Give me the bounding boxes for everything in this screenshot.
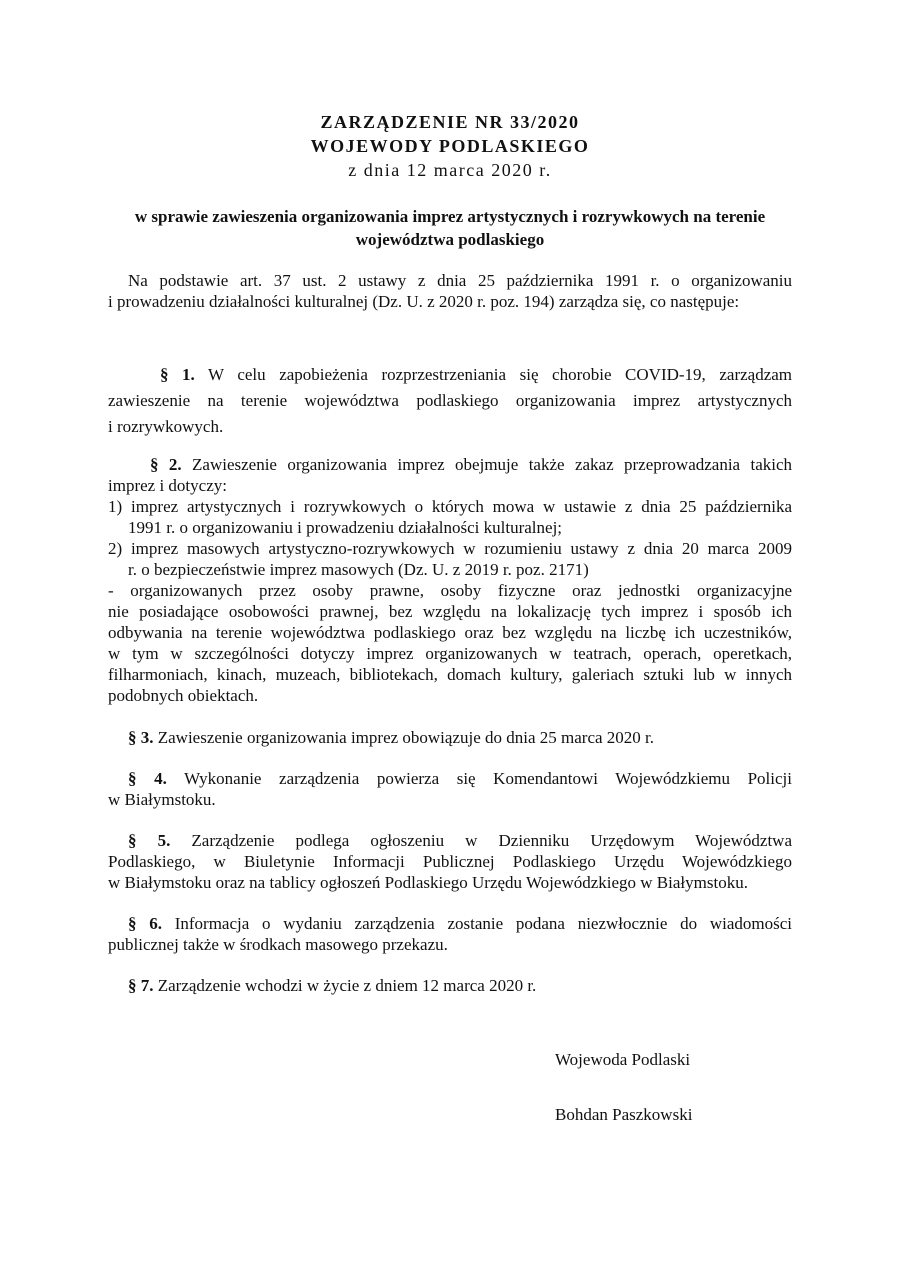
paragraph-line: zawieszenie na terenie województwa podlaskiego organizowania imprez artystycznych [108,391,792,410]
paragraph-6 [108,913,792,955]
paragraph-7 [108,975,792,996]
paragraph-text: Zarządzenie wchodzi w życie z dniem 12 marca 2020 r. [153,976,537,995]
paragraph-line: Podlaskiego, w Biuletynie Informacji Publicznej Podlaskiego Urzędu Wojewódzkiego [108,852,792,871]
list-item-1: 1) imprez artystycznych i rozrywkowych o których mowa w ustawie z dnia 25 października [108,497,792,516]
paragraph-5 [108,830,792,893]
signature-title: Wojewoda Podlaski [555,1050,691,1069]
subject-line: w sprawie zawieszenia organizowania imprez artystycznych i rozrywkowych na terenie [134,207,766,226]
issuer-title: WOJEWODY PODLASKIEGO [310,136,590,156]
paragraph-line: odbywania na terenie województwa podlaskiego oraz bez względu na liczbę ich uczestników, [108,623,792,642]
paragraph-line [108,454,792,475]
paragraph-text: Wykonanie zarządzenia powierza się Komendantowi Wojewódzkiemu Policji [166,769,792,788]
paragraph-1 [108,362,792,440]
preamble [108,270,792,312]
paragraph-line: w Białymstoku. [108,790,216,809]
signature-name: Bohdan Paszkowski [555,1105,693,1124]
paragraph-line [108,768,792,789]
paragraph-line: nie posiadające osobowości prawnej, bez względu na lokalizację tych imprez i sposób ich [108,602,792,621]
paragraph-mark: § 2. [150,455,182,474]
paragraph-line: publicznej także w środkach masowego przekazu. [108,935,448,954]
preamble-line: Na podstawie art. 37 ust. 2 ustawy z dnia 25 października 1991 r. o organizowaniu [128,271,792,290]
document-title: ZARZĄDZENIE NR 33/2020 [320,112,580,132]
paragraph-line [108,362,792,388]
paragraph-line [108,727,792,748]
paragraph-3 [108,727,792,748]
paragraph-mark: § 5. [128,831,171,850]
list-item-1-cont: 1991 r. o organizowaniu i prowadzeniu działalności kulturalnej; [128,518,563,537]
paragraph-line: i rozrywkowych. [108,417,224,436]
paragraph-mark: § 7. [128,976,154,995]
paragraph-2 [108,454,792,706]
paragraph-text: Zawieszenie organizowania imprez obejmuje także zakaz przeprowadzania takich [181,455,793,474]
paragraph-line [108,913,792,934]
issue-date: z dnia 12 marca 2020 r. [348,160,552,180]
paragraph-mark: § 1. [160,365,195,384]
paragraph-line: w tym w szczególności dotyczy imprez organizowanych w teatrach, operach, operetkach, [108,644,792,663]
paragraph-mark: § 4. [128,769,167,788]
paragraph-mark: § 6. [128,914,162,933]
paragraph-4 [108,768,792,810]
paragraph-line: - organizowanych przez osoby prawne, osoby fizyczne oraz jednostki organizacyjne [108,581,792,600]
paragraph-text: W celu zapobieżenia rozprzestrzeniania się chorobie COVID-19, zarządzam [194,365,793,384]
paragraph-line [108,975,792,996]
paragraph-line: w Białymstoku oraz na tablicy ogłoszeń Podlaskiego Urzędu Wojewódzkiego w Białymstoku. [108,873,748,892]
subject-heading [108,205,792,251]
subject-line: województwa podlaskiego [355,230,545,249]
paragraph-line [108,830,792,851]
list-item-2: 2) imprez masowych artystyczno-rozrywkowych w rozumieniu ustawy z dnia 20 marca 2009 [108,539,792,558]
paragraph-text: Zarządzenie podlega ogłoszeniu w Dzienniku Urzędowym Województwa [170,831,793,850]
paragraph-line: filharmoniach, kinach, muzeach, bibliotekach, domach kultury, galeriach sztuki lub w innych [108,665,792,684]
paragraph-mark: § 3. [128,728,154,747]
paragraph-line: podobnych obiektach. [108,686,259,705]
paragraph-line: imprez i dotyczy: [108,476,227,495]
paragraph-text: Informacja o wydaniu zarządzenia zostanie podana niezwłocznie do wiadomości [161,914,792,933]
paragraph-text: Zawieszenie organizowania imprez obowiązuje do dnia 25 marca 2020 r. [153,728,655,747]
preamble-line: i prowadzeniu działalności kulturalnej (Dz. U. z 2020 r. poz. 194) zarządza się, co następuje: [108,292,740,311]
list-item-2-cont: r. o bezpieczeństwie imprez masowych (Dz. U. z 2019 r. poz. 2171) [128,560,589,579]
